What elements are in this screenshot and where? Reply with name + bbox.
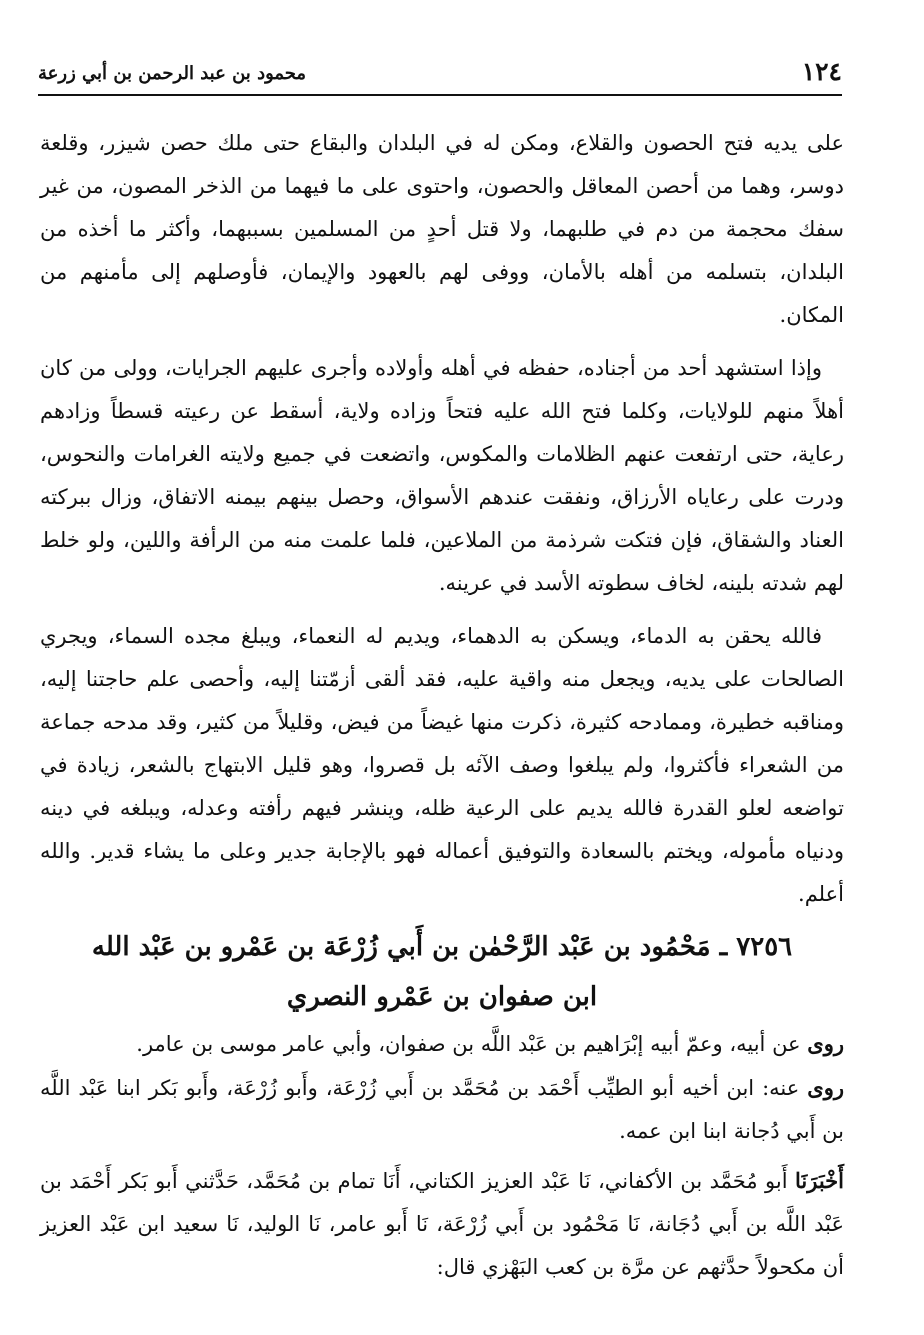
paragraph-2: وإذا استشهد أحد من أجناده، حفظه في أهله وأولاده وأجرى عليهم الجرايات، وولى من كان أهلاً منهم للولايات، وكلما فتح الله عليه فتحاً وزاده ولاية، أسقط عن رعيته قسطاً وزادهم رعاية، حتى ارتفعت عنهم الظلامات والمكوس، واتضعت في جميع ولايته الغرامات والنحوس، ودرت على رعاياه الأرزاق، ونفقت عندهم الأسواق، وحصل بينهم بيمنه الاتفاق، وزال ببركته العناد والشقاق، فإن فتكت شرذمة من الملاعين، فلما علمت منه من الرأفة واللين، ولو خلط لهم شدته بلينه، لخاف سطوته الأسد في عرينه. <box>40 356 844 595</box>
narrated-from-paragraph <box>40 1022 844 1066</box>
page-number: ١٢٤ <box>801 57 842 86</box>
narrated-by-paragraph <box>40 1066 844 1153</box>
isnad-label: أَخْبَرَنَا <box>795 1168 844 1193</box>
entry-heading-line-2: ابن صفوان بن عَمْرو النصري <box>286 982 598 1012</box>
narrated-by-label: روى <box>807 1075 844 1100</box>
page-body <box>40 122 844 1289</box>
paragraph-3: فالله يحقن به الدماء، ويسكن به الدهماء، ويديم له النعماء، ويبلغ مجده السماء، ويجري الصالحات على يديه، ويجعل منه واقية عليه، فقد ألقى أزمّتنا إليه، وأحصى علم حاجتنا إليه، ومناقبه خطيرة، وممادحه كثيرة، ذكرت منها غيضاً من فيض، وقليلاً من كثير، وقد مدحه جماعة من الشعراء فأكثروا، ولم يبلغوا وصف الآئه بل قصروا، وهو قليل الابتهاج بالشعر، زيادة في تواضعه لعلو القدرة فالله يديم على الرعية ظله، وينشر فيهم رأفته وعدله، ويبلغه في دينه ودنياه مأموله، ويختم بالسعادة والتوفيق أعماله فهو بالإجابة جدير وعلى ما يشاء قدير. والله أعلم. <box>40 624 845 906</box>
running-title: محمود بن عبد الرحمن بن أبي زرعة <box>38 63 307 84</box>
narrated-by-text: عنه: ابن أخيه أبو الطيِّب أَحْمَد بن مُحَمَّد بن أَبي زُرْعَة، وأَبو زُرْعَة، وأَبو بَكر ابنا عَبْد اللَّه بن أَبي دُجانة ابنا ابن عمه. <box>40 1076 844 1143</box>
page-header <box>38 44 842 96</box>
entry-heading-line-1: ٧٢٥٦ ـ مَحْمُود بن عَبْد الرَّحْمٰن بن أَبي زُرْعَة بن عَمْرو بن عَبْد الله <box>91 932 793 962</box>
narrated-from-text: عن أبيه، وعمّ أبيه إبْرَاهيم بن عَبْد اللَّه بن صفوان، وأبي عامر موسى بن عامر. <box>136 1032 808 1056</box>
narrated-from-label: روى <box>807 1031 844 1056</box>
paragraph-1: على يديه فتح الحصون والقلاع، ومكن له في البلدان والبقاع حتى ملك حصن شيزر، وقلعة دوسر، وهما من أحصن المعاقل والحصون، واحتوى على ما فيهما من الذخر المصون، من غير سفك محجمة من دم في طلبهما، ولا قتل أحدٍ من المسلمين بسببهما، وأكثر ما أخذه من البلدان، بتسلمه من أهله بالأمان، ووفى لهم بالعهود والإيمان، فأوصلهم إلى مأمنهم من المكان. <box>40 131 845 327</box>
isnad-paragraph <box>40 1159 844 1289</box>
isnad-text: أَبو مُحَمَّد بن الأكفاني، نَا عَبْد العزيز الكتاني، أَنَا تمام بن مُحَمَّد، حَدَّثني أَبو بَكر أَحْمَد بن عَبْد اللَّه بن أَبي دُجَانة، نَا مَحْمُود بن أَبي زُرْعَة، نَا أَبو عامر، نَا الوليد، نَا سعيد ابن عَبْد العزيز أن مكحولاً حدَّثهم عن مرَّة بن كعب البَهْزي قال: <box>40 1169 844 1279</box>
